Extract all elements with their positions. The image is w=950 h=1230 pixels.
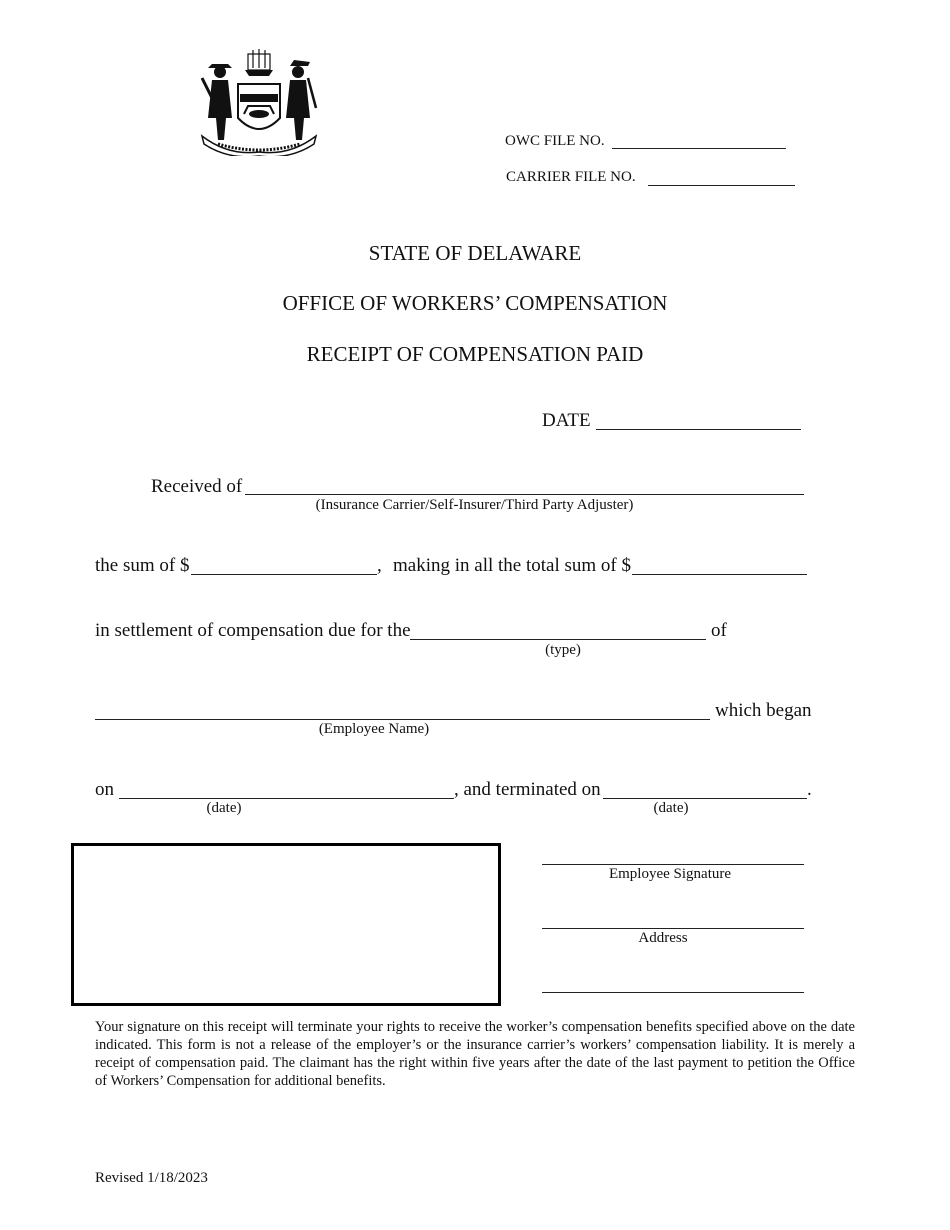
address-field-1[interactable] [542,928,804,929]
total-sum-field[interactable] [632,574,807,575]
employee-name-field[interactable] [95,719,710,720]
end-date-caption: (date) [653,800,689,816]
start-date-field[interactable] [119,798,454,799]
form-title: RECEIPT OF COMPENSATION PAID [306,342,644,366]
received-of-label: Received of [151,476,243,497]
owc-file-field[interactable] [612,148,786,149]
settlement-label: in settlement of compensation due for the [95,620,411,641]
owc-file-label: OWC FILE NO. [505,133,605,149]
type-caption: (type) [545,642,581,658]
total-sum-label: making in all the total sum of $ [393,555,631,576]
period: . [807,779,812,800]
employee-signature-label: Employee Signature [608,866,732,882]
state-seal-icon [198,48,320,156]
of-label: of [711,620,727,641]
address-field-2[interactable] [542,992,804,993]
terminated-label: , and terminated on [454,779,601,800]
state-title: STATE OF DELAWARE [368,241,582,265]
sum-field[interactable] [191,574,377,575]
carrier-file-field[interactable] [648,185,795,186]
on-label: on [95,779,114,800]
which-began-label: which began [715,700,812,721]
start-date-caption: (date) [206,800,242,816]
received-of-field[interactable] [245,494,804,495]
end-date-field[interactable] [603,798,807,799]
date-label: DATE [542,410,591,431]
notary-box [71,843,501,1006]
employee-name-caption: (Employee Name) [318,721,430,737]
employee-signature-field[interactable] [542,864,804,865]
received-of-caption: (Insurance Carrier/Self-Insurer/Third Party Adjuster) [315,497,634,513]
sum-separator: , [377,555,382,576]
office-title: OFFICE OF WORKERS’ COMPENSATION [282,291,668,315]
notice-paragraph: Your signature on this receipt will terminate your rights to receive the worker’s compensation benefits specified above on the date indicated. This form is not a release of the employer’s or the insurance carrier’s workers’ compensation liability. It is merely a receipt of compensation paid. The claimant has the right within five years after the date of the last payment to petition the Office of Workers’ Compensation for additional benefits. [95,1019,855,1089]
address-label: Address [638,930,688,946]
revised-date: Revised 1/18/2023 [95,1170,208,1186]
sum-label: the sum of $ [95,555,190,576]
state-seal [198,48,320,156]
date-field[interactable] [596,429,801,430]
carrier-file-label: CARRIER FILE NO. [506,169,636,185]
type-field[interactable] [410,639,706,640]
